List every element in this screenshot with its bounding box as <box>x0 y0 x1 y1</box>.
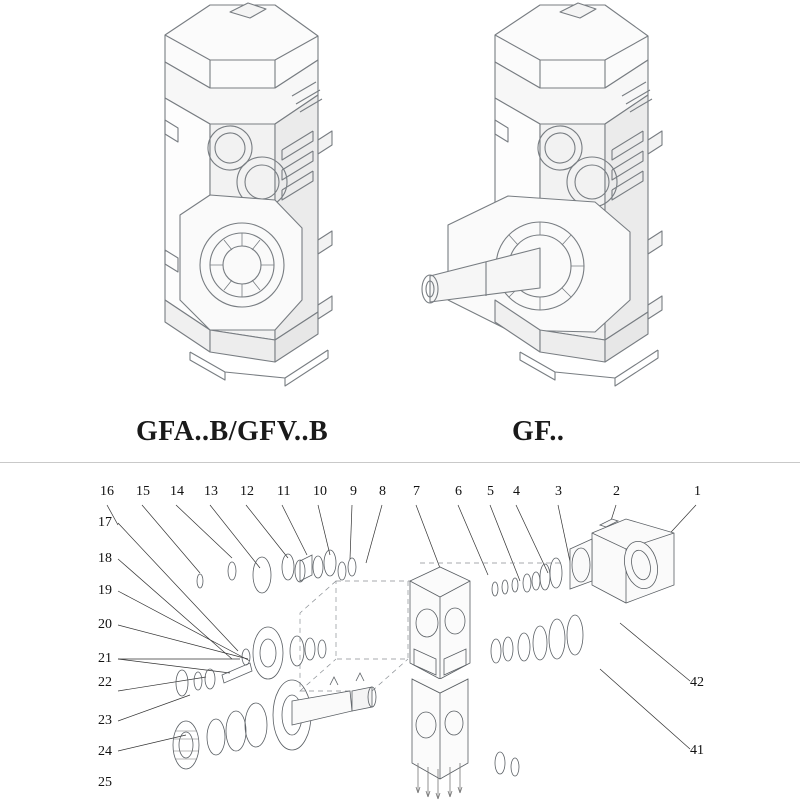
part-label-16: 16 <box>100 484 114 499</box>
part-label-24: 24 <box>98 744 112 759</box>
part-label-11: 11 <box>277 484 291 499</box>
part-label-25: 25 <box>98 775 112 790</box>
part-label-3: 3 <box>555 484 562 499</box>
gear-unit-view-right <box>390 0 710 400</box>
part-label-20: 20 <box>98 617 112 632</box>
part-label-12: 12 <box>240 484 254 499</box>
part-label-21: 21 <box>98 651 112 666</box>
part-label-6: 6 <box>455 484 462 499</box>
caption-right: GF.. <box>512 416 565 447</box>
part-label-18: 18 <box>98 551 112 566</box>
part-label-19: 19 <box>98 583 112 598</box>
part-label-5: 5 <box>487 484 494 499</box>
part-label-8: 8 <box>379 484 386 499</box>
part-label-42: 42 <box>690 675 704 690</box>
part-label-17: 17 <box>98 515 112 530</box>
caption-left: GFA..B/GFV..B <box>136 416 329 447</box>
part-label-15: 15 <box>136 484 150 499</box>
part-label-23: 23 <box>98 713 112 728</box>
exploded-parts-svg <box>0 463 800 800</box>
part-label-22: 22 <box>98 675 112 690</box>
part-label-2: 2 <box>613 484 620 499</box>
part-label-13: 13 <box>204 484 218 499</box>
part-label-1: 1 <box>694 484 701 499</box>
part-label-7: 7 <box>413 484 420 499</box>
part-label-9: 9 <box>350 484 357 499</box>
part-label-4: 4 <box>513 484 520 499</box>
gear-unit-view-left <box>70 0 370 400</box>
part-label-10: 10 <box>313 484 327 499</box>
part-label-41: 41 <box>690 743 704 758</box>
part-label-14: 14 <box>170 484 184 499</box>
exploded-view-area <box>0 463 800 800</box>
